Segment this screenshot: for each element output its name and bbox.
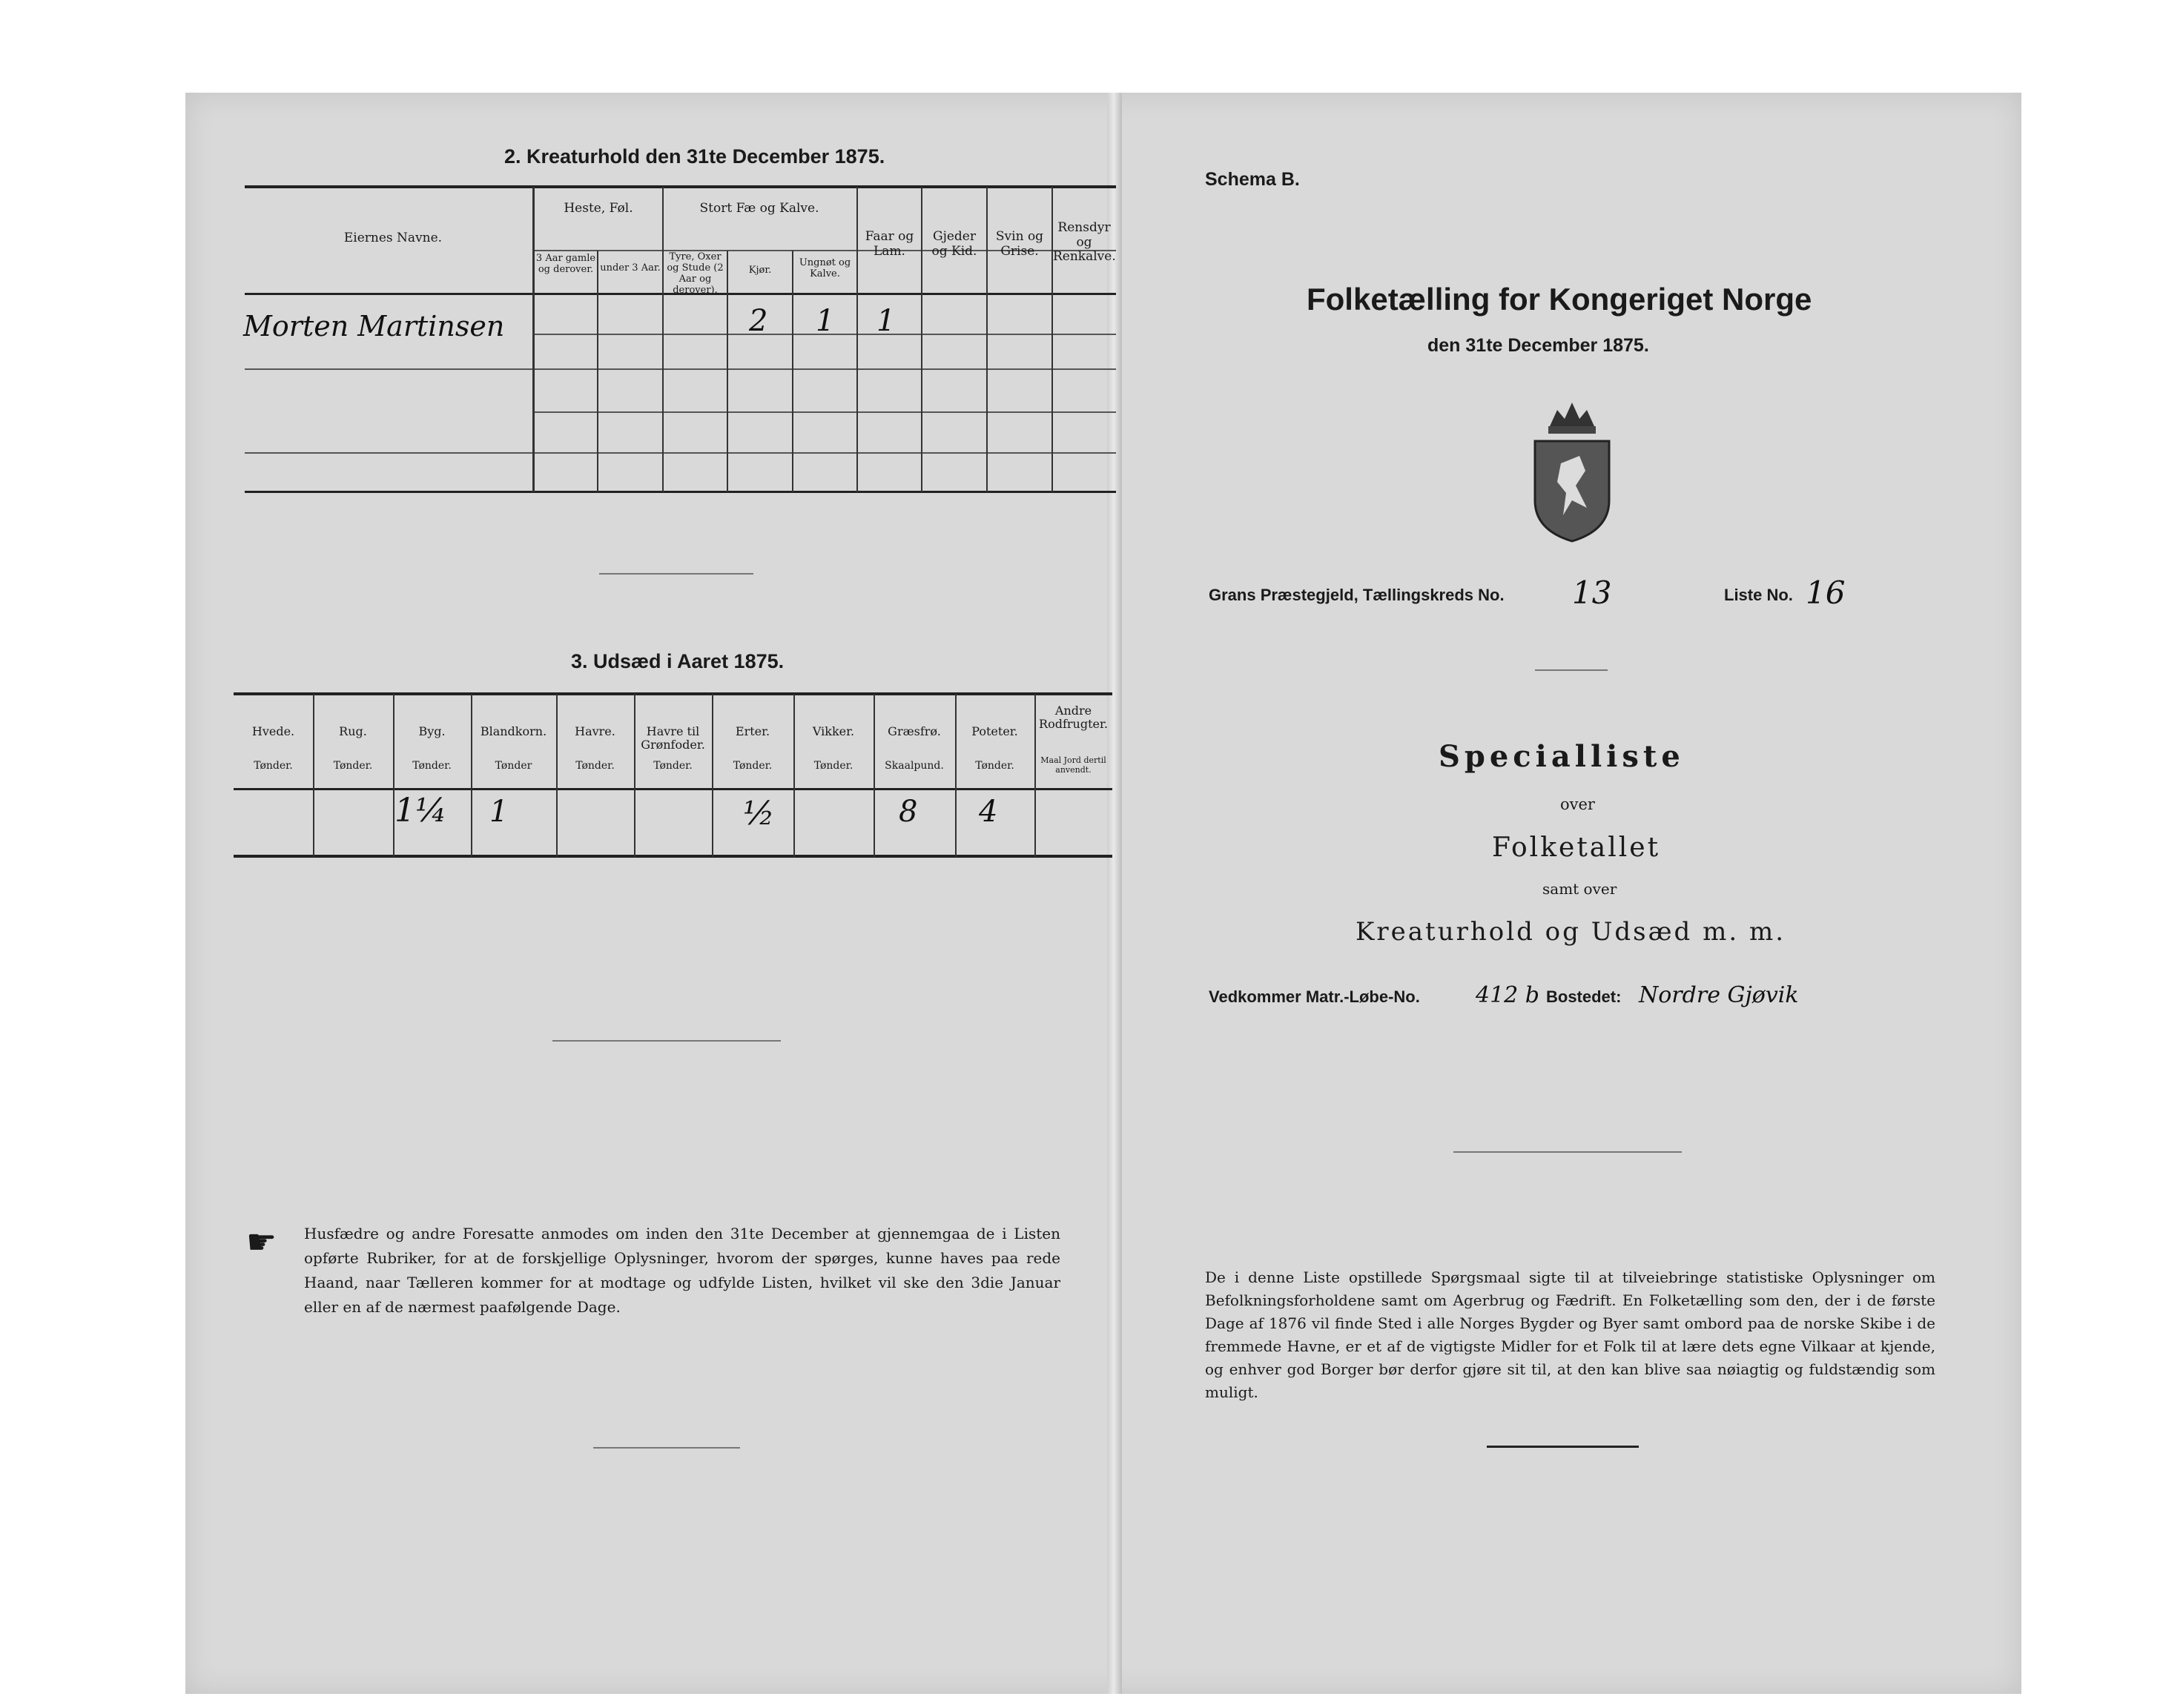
byg-value: 1¼ [394, 792, 447, 830]
seed-col-header: Havre til Grønfoder. [641, 724, 705, 752]
coat-of-arms-icon [1528, 397, 1617, 545]
s2-col-divider [986, 187, 988, 492]
samt-over-label: samt over [1542, 880, 1617, 898]
pigs-header: Svin og Grise. [995, 229, 1044, 259]
intro-paragraph: De i denne Liste opstillede Spørgsmaal sigte til at tilveiebringe statistiske Oplysninger om Befolkningsforholdene samt om Agerbrug og Fædrift. En Folketælling som den, der i de første Dage af 1876 vil finde Sted i alle Norges Bygder og Byer samt ombord paa de norske Skibe i de fremmede Havne, er et af de vigtigste Midler for et Folk til at lære dets egne Vilkaar at kjende, og enhver god Borger bør derfor gjøre sit til, at den kan blive saa nøiagtig og fuldstændig som muligt. [1205, 1268, 1935, 1401]
seed-col-unit: Tønder. [813, 760, 853, 772]
section2-heading: 2. Kreaturhold den 31te December 1875. [504, 145, 885, 168]
section-divider [599, 573, 753, 575]
cows-value: 2 [749, 304, 768, 338]
blandkorn-value: 1 [489, 795, 509, 829]
seed-col-header: Hvede. [251, 724, 295, 738]
seed-col-header: Blandkorn. [480, 724, 547, 738]
s2-col-divider [532, 187, 535, 492]
owner-name: Morten Martinsen [243, 310, 505, 342]
s2-col-divider [727, 251, 728, 492]
horses-group-header: Heste, Føl. [564, 201, 633, 216]
seed-col-header: Byg. [418, 724, 446, 738]
seed-col-unit: Tønder. [254, 760, 293, 772]
s3-col-divider [712, 694, 713, 857]
section-divider [552, 1040, 781, 1042]
over-label: over [1560, 795, 1595, 813]
liste-number: 16 [1806, 575, 1846, 611]
seed-col-unit: Tønder. [412, 760, 452, 772]
reindeer-header: Rensdyr og Renkalve. [1053, 220, 1116, 265]
s3-col-divider [313, 694, 314, 857]
s2-col-divider [662, 187, 664, 492]
specialliste-title: Specialliste [1439, 739, 1685, 774]
s3-bottom-rule [234, 855, 1112, 858]
s3-col-divider [556, 694, 558, 857]
footer-divider [593, 1447, 740, 1449]
pointing-hand-icon: ☛ [246, 1222, 277, 1262]
bosted-label: Bostedet: [1546, 987, 1622, 1006]
seed-col-header: Erter. [735, 724, 770, 738]
owner-column-header: Eiernes Navne. [343, 231, 443, 245]
s2-top-rule [245, 185, 1116, 188]
seed-col-header: Poteter. [971, 724, 1018, 738]
calves-header: Ungnøt og Kalve. [799, 257, 851, 279]
section-divider [1453, 1151, 1682, 1153]
seed-col-unit: Tønder. [653, 760, 693, 772]
seed-col-header: Græsfrø. [888, 724, 941, 738]
seed-col-unit: Tønder. [333, 760, 373, 772]
seed-col-header: Vikker. [812, 724, 855, 738]
s3-col-divider [955, 694, 957, 857]
section3-heading: 3. Udsæd i Aaret 1875. [571, 650, 785, 672]
notice-text: Husfædre og andre Foresatte anmodes om inden den 31te December at gjennemgaa de i Listen opførte Rubriker, for at de forskjellige Oplysninger, hvorom der spørges, kunne haves paa rede Haand, naar Tælleren kommer for at modtage og udfylde Listen, hvilket vil ske den 3die Januar eller en af de nærmest paafølgende Dage. [304, 1225, 1060, 1316]
goats-header: Gjeder og Kid. [931, 229, 977, 259]
graesfro-value: 8 [899, 795, 918, 829]
calves-value: 1 [816, 304, 835, 338]
s2-col-divider [597, 251, 598, 492]
bosted-value: Nordre Gjøvik [1639, 982, 1799, 1008]
sheep-value: 1 [876, 304, 896, 338]
parish-label: Grans Præstegjeld, [1209, 586, 1358, 604]
horses-old-header: 3 Aar gamle og derover. [535, 253, 596, 275]
page-fold [1107, 93, 1122, 1694]
matr-value: 412 b [1476, 982, 1540, 1008]
horses-young-header: under 3 Aar. [600, 262, 661, 274]
folketallet-label: Folketallet [1492, 833, 1661, 863]
s2-row-rule [245, 368, 1116, 370]
seed-col-header: Havre. [575, 724, 615, 738]
cows-header: Kjør. [748, 265, 772, 276]
erter-value: ½ [743, 795, 775, 833]
s3-col-divider [793, 694, 795, 857]
seed-col-unit: Tønder [495, 760, 532, 772]
kreds-label: Tællingskreds No. [1362, 586, 1505, 604]
s3-col-divider [393, 694, 394, 857]
seed-col-header: Rug. [339, 724, 367, 738]
seed-col-unit: Maal Jord dertil anvendt. [1040, 755, 1106, 775]
poteter-value: 4 [979, 795, 998, 829]
s2-bottom-rule [245, 491, 1116, 493]
cattle-group-header: Stort Fæ og Kalve. [699, 201, 819, 216]
seed-col-unit: Tønder. [575, 760, 615, 772]
census-date: den 31te December 1875. [1427, 335, 1649, 356]
footer-rule [1487, 1446, 1639, 1448]
s3-col-divider [874, 694, 875, 857]
s2-row-rule [534, 411, 1116, 413]
bulls-header: Tyre, Oxer og Stude (2 Aar og derover). [667, 251, 724, 296]
kreaturhold-title: Kreaturhold og Udsæd m. m. [1356, 917, 1786, 947]
sheep-header: Faar og Lam. [865, 229, 914, 259]
s2-col-divider [792, 251, 793, 492]
census-title: Folketælling for Kongeriget Norge [1307, 282, 1812, 317]
seed-col-unit: Tønder. [975, 760, 1014, 772]
schema-label: Schema B. [1205, 169, 1300, 190]
s3-col-divider [471, 694, 472, 857]
s2-col-divider [856, 187, 858, 492]
s2-col-divider [921, 187, 922, 492]
district-line [1209, 586, 1505, 605]
s3-top-rule [234, 692, 1112, 695]
seed-col-header: Andre Rodfrugter. [1039, 704, 1108, 732]
s2-row-rule [245, 452, 1116, 454]
s3-col-divider [634, 694, 635, 857]
kreds-number: 13 [1572, 575, 1612, 611]
matr-label: Vedkommer Matr.-Løbe-No. [1209, 987, 1420, 1006]
s3-header-bottom-rule [234, 788, 1112, 790]
liste-label: Liste No. [1724, 586, 1793, 604]
section-divider [1535, 669, 1608, 671]
seed-col-unit: Skaalpund. [885, 760, 944, 772]
seed-col-unit: Tønder. [733, 760, 773, 772]
